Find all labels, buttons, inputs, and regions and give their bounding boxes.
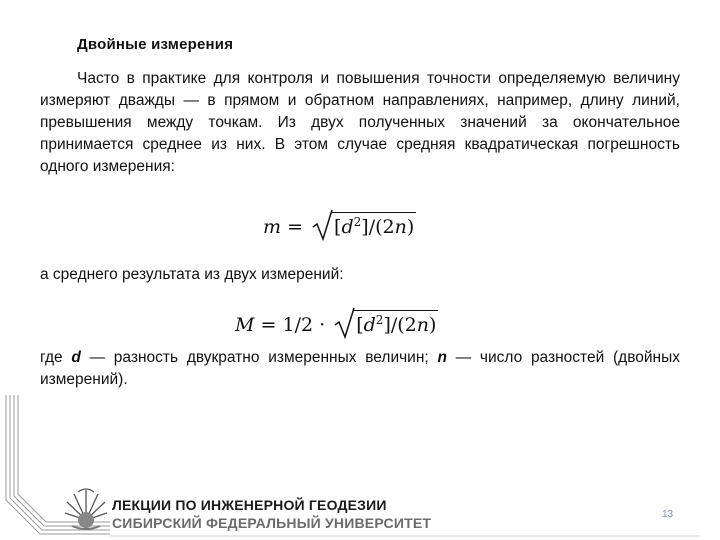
close-bracket: ]	[383, 314, 391, 336]
intro-paragraph: Часто в практике для контроля и повышения точности определяемую величину измеряют дважды — в прямом и обратном направлениях, например, длину линий, превышения между точкам. Из двух полученных значений за окончательное принимается среднее из них. В этом случае средняя квадратическая погрешность одного измерения:	[40, 70, 680, 175]
square-root	[312, 212, 416, 238]
formula-single-measurement-error	[263, 212, 416, 238]
formula-lhs: M	[235, 314, 255, 336]
radicand	[354, 310, 438, 336]
var-n: n	[437, 349, 447, 366]
n-description: — число разностей (двойных измерений).	[40, 349, 680, 388]
university-emblem-icon	[64, 486, 108, 532]
variable-definitions	[40, 347, 680, 391]
formula-lhs: m	[263, 216, 282, 238]
footer-course-title: ЛЕКЦИИ ПО ИНЖЕНЕРНОЙ ГЕОДЕЗИИ	[112, 497, 387, 513]
close-bracket: ]	[361, 216, 369, 238]
close-paren: )	[406, 216, 415, 238]
where-prefix: где	[40, 349, 72, 366]
var-n: n	[416, 314, 430, 336]
var-n: n	[394, 216, 407, 238]
exponent: 2	[353, 215, 362, 229]
close-paren: )	[429, 314, 437, 336]
square-root	[334, 310, 438, 336]
formula-mean-result-error	[235, 310, 438, 336]
open-bracket: [	[356, 314, 364, 336]
var-d: d	[341, 216, 354, 238]
d-description: — разность двукратно измеренных величин;	[80, 349, 438, 366]
mean-result-text: а среднего результата из двух измерений:	[40, 266, 344, 283]
footer-university-name: СИБИРСКИЙ ФЕДЕРАЛЬНЫЙ УНИВЕРСИТЕТ	[112, 515, 432, 531]
radicand	[332, 212, 416, 238]
denominator: /(2	[390, 314, 417, 336]
var-d: d	[71, 349, 81, 366]
radical-sign-icon	[312, 208, 334, 242]
exponent: 2	[375, 313, 384, 327]
formula-equals: =	[287, 216, 303, 238]
open-bracket: [	[334, 216, 342, 238]
radical-sign-icon	[334, 306, 356, 340]
page-number: 13	[662, 509, 674, 520]
denominator: /(2	[368, 216, 395, 238]
var-d: d	[363, 314, 376, 336]
slide-title: Двойные измерения	[77, 36, 234, 53]
formula-coefficient: 1/2 ·	[282, 314, 326, 336]
formula-equals: =	[260, 314, 277, 336]
